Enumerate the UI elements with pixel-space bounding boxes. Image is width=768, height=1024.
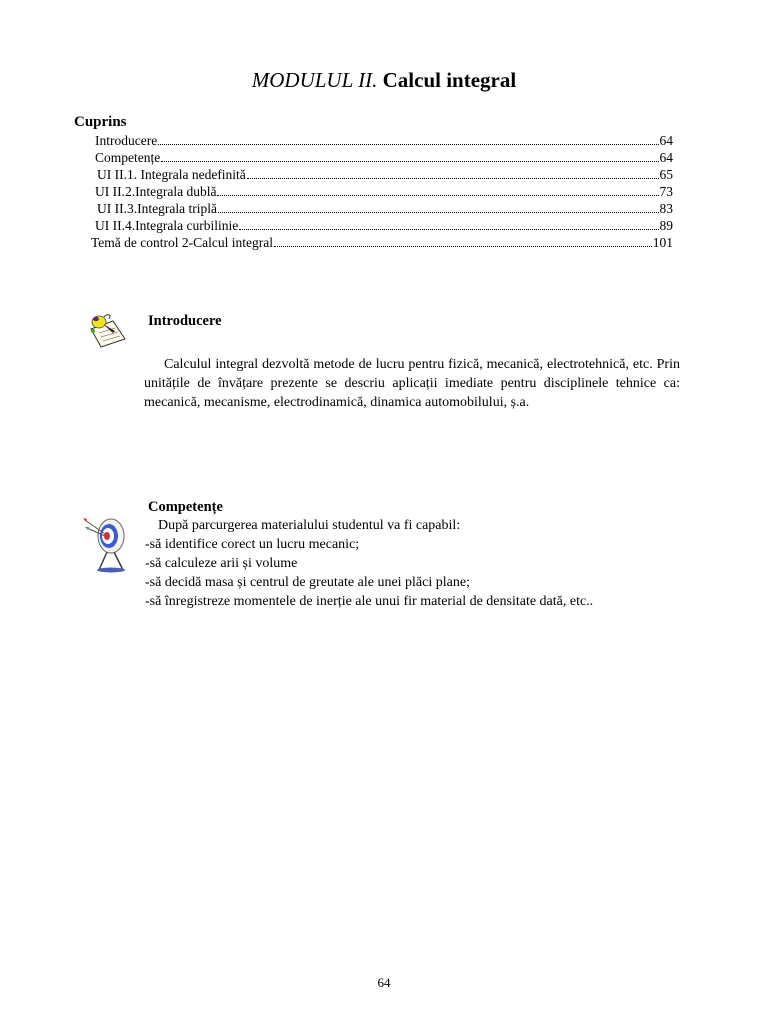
toc-item-page: 73 [659, 184, 673, 199]
list-item: -să înregistreze momentele de inerție ale unui fir material de densitate dată, etc.. [145, 594, 594, 609]
toc-item-label: Competențe [95, 150, 161, 165]
list-item: -să identifice corect un lucru mecanic; [145, 537, 360, 552]
toc-item[interactable] [95, 218, 673, 235]
toc-leader [218, 201, 659, 213]
introducere-heading: Introducere [148, 313, 222, 329]
writing-hand-icon [85, 309, 129, 349]
toc-item-label: UI II.4.Integrala curbilinie [95, 218, 239, 233]
toc-leader [247, 167, 659, 179]
toc-item-page: 83 [659, 201, 673, 216]
toc-leader [239, 218, 658, 230]
toc-item-page: 89 [659, 218, 673, 233]
toc-item-label: Introducere [95, 133, 158, 148]
competente-list [145, 535, 705, 611]
toc-leader [217, 184, 658, 196]
toc-item[interactable] [91, 235, 673, 252]
title-subject: Calcul integral [382, 68, 517, 92]
title-module: MODULUL II. [251, 68, 378, 92]
toc-leader [158, 133, 658, 145]
list-item: -să decidă masa și centrul de greutate ale unei plăci plane; [145, 575, 470, 590]
page-number: 64 [377, 975, 391, 990]
toc-item[interactable] [95, 184, 673, 201]
toc-item[interactable] [95, 133, 673, 150]
toc-item[interactable] [97, 201, 673, 218]
list-item: -să calculeze arii și volume [145, 556, 298, 571]
introducere-text: Calculul integral dezvoltă metode de lucru pentru fizică, mecanică, electrotehnică, etc. Prin unitățile de învățare prezente se descriu aplicații imediate pentru disciplinele tehnice ca: mecanică, mecanisme, electrodinamică, dinamica automobilului, ș.a. [144, 357, 680, 410]
toc-heading: Cuprins [74, 114, 127, 130]
toc-leader [274, 235, 652, 247]
toc-item[interactable] [95, 150, 673, 167]
page-title [0, 68, 768, 93]
toc-item-label: UI II.2.Integrala dublă [95, 184, 217, 199]
toc-item-page: 101 [652, 235, 673, 250]
target-icon [81, 514, 131, 574]
toc-item-page: 64 [659, 150, 673, 165]
competente-intro: După parcurgerea materialului studentul va fi capabil: [158, 518, 461, 533]
toc-item-label: Temă de control 2-Calcul integral [91, 235, 273, 250]
toc-leader [161, 150, 658, 162]
competente-heading: Competențe [148, 499, 223, 515]
toc-item-page: 64 [659, 133, 673, 148]
toc-item-page: 65 [659, 167, 673, 182]
toc-item-label: UI II.1. Integrala nedefinită [97, 167, 246, 182]
toc-item[interactable] [97, 167, 673, 184]
toc-item-label: UI II.3.Integrala triplă [97, 201, 217, 216]
